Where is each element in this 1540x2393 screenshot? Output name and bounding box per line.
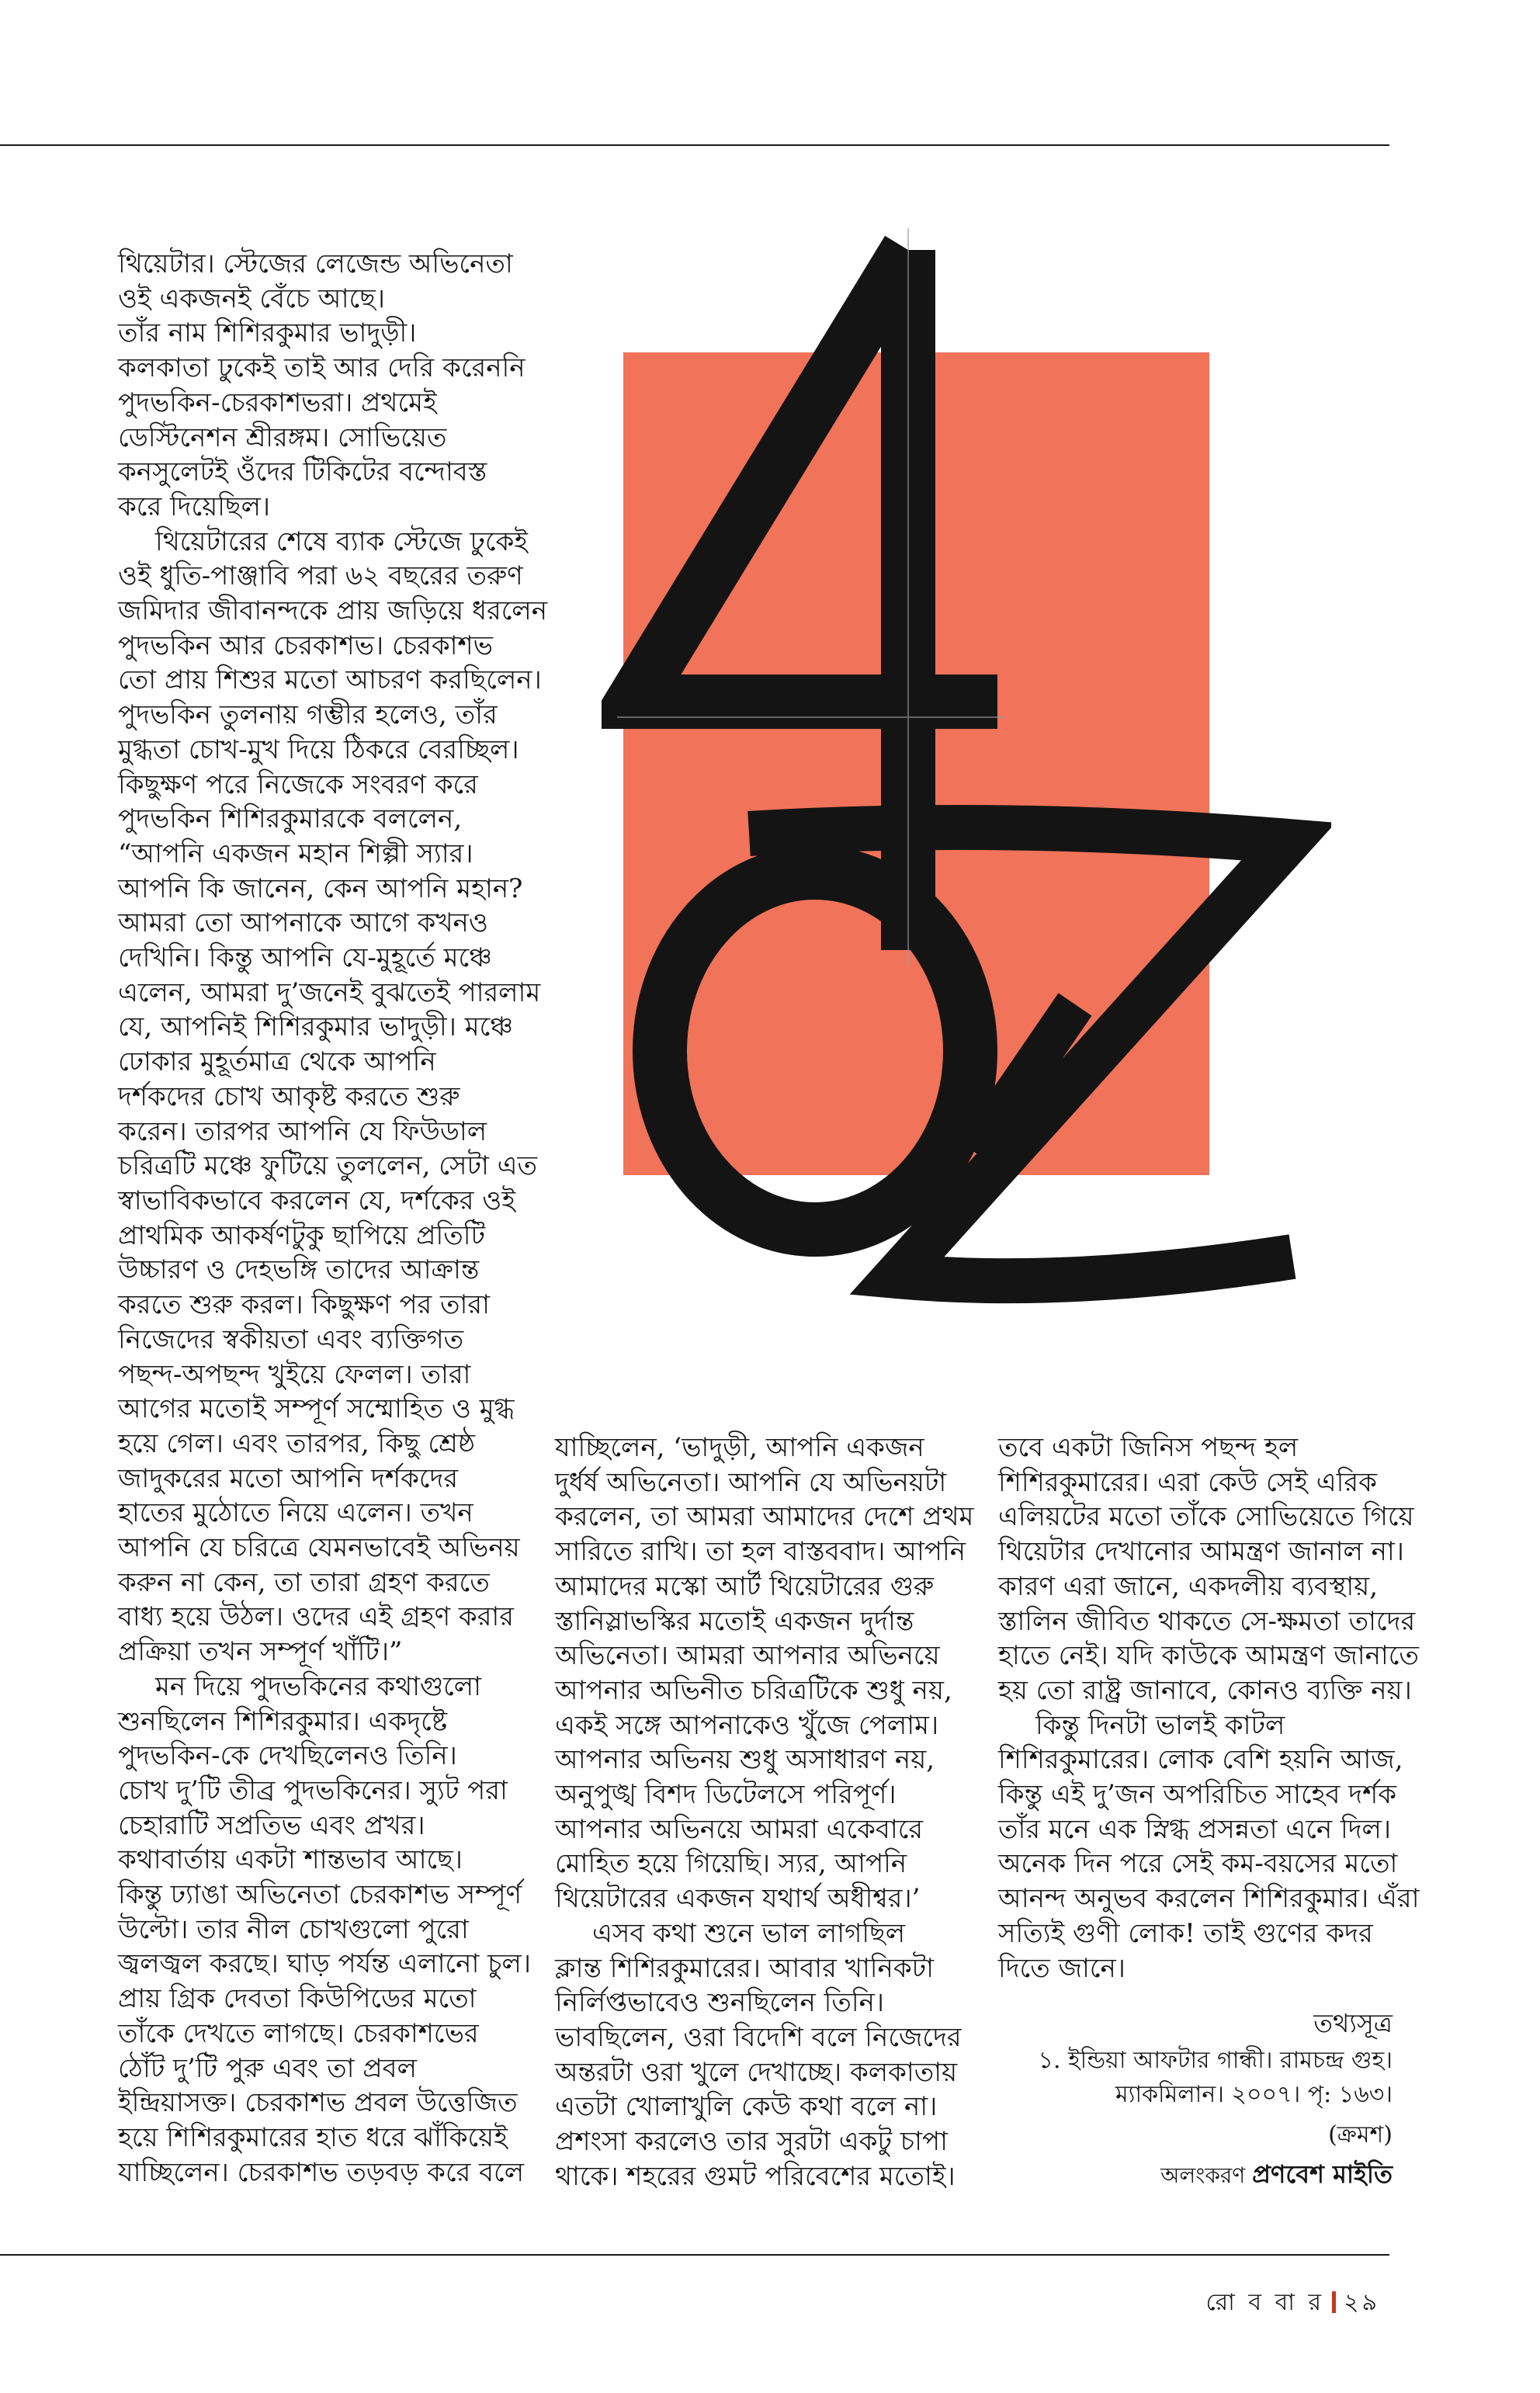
article-line: করে দিয়েছিল।: [118, 491, 271, 522]
article-line: দিতে জানে।: [998, 1952, 1126, 1984]
article-line: থিয়েটারের একজন যথার্থ অধীশ্বর।’: [555, 1883, 921, 1915]
article-line: থাকে। শহরের গুমট পরিবেশের মতোই।: [555, 2160, 956, 2192]
article-line: উচ্চারণ ও দেহভঙ্গি তাদের আক্রান্ত: [118, 1254, 480, 1286]
footer-separator-bar: [1332, 2291, 1336, 2313]
article-line: কিন্তু দিনটা ভালই কাটল: [1035, 1709, 1285, 1741]
article-line: তাঁকে দেখতে লাগছে। চেরকাশভের: [118, 2017, 479, 2049]
article-line: আপনার অভিনীত চরিত্রটিকে শুধু নয়,: [555, 1674, 952, 1706]
article-line: অনেক দিন পরে সেই কম-বয়সের মতো: [998, 1848, 1398, 1880]
article-line: আপনি কি জানেন, কেন আপনি মহান?: [118, 872, 523, 904]
article-line: ঢোকার মুহূর্তমাত্র থেকে আপনি: [118, 1046, 436, 1078]
article-line: হয় তো রাষ্ট্র জানাবে, কোনও ব্যক্তি নয়।: [998, 1674, 1412, 1706]
article-line: তো প্রায় শিশুর মতো আচরণ করছিলেন।: [118, 664, 542, 696]
article-line: আপনার অভিনয় শুধু অসাধারণ নয়,: [555, 1744, 935, 1776]
article-line: সত্যিই গুণী লোক! তাই গুণের কদর: [998, 1917, 1373, 1949]
article-line: থিয়েটারের শেষে ব্যাক স্টেজে ঢুকেই: [155, 525, 528, 557]
article-line: ক্লান্ত শিশিরকুমারের। আবার খানিকটা: [555, 1952, 934, 1984]
sources-title: তথ্যসূত্র: [1313, 2008, 1393, 2038]
article-line: পুদভকিন-চেরকাশভরা। প্রথমেই: [118, 387, 437, 418]
article-line: দর্শকদের চোখ আকৃষ্ট করতে শুরু: [118, 1080, 460, 1112]
article-line: আনন্দ অনুভব করলেন শিশিরকুমার। এঁরা: [998, 1883, 1420, 1915]
article-line: মোহিত হয়ে গিয়েছি। স্যর, আপনি: [555, 1848, 907, 1880]
article-line: বাধ্য হয়ে উঠল। ওদের এই গ্রহণ করার: [118, 1601, 514, 1633]
sources-block: [998, 2006, 1393, 2193]
article-line: পছন্দ-অপছন্দ খুইয়ে ফেলল। তারা: [118, 1358, 471, 1390]
article-line: শিশিরকুমারের। লোক বেশি হয়নি আজ,: [998, 1744, 1403, 1776]
article-line: এসব কথা শুনে ভাল লাগছিল: [592, 1917, 906, 1949]
article-line: আমরা তো আপনাকে আগে কখনও: [118, 907, 488, 939]
article-line: আপনি যে চরিত্রে যেমনভাবেই অভিনয়: [118, 1532, 520, 1564]
article-line: সারিতে রাখি। তা হল বাস্তববাদ। আপনি: [555, 1536, 966, 1568]
page-number: ২৯: [1344, 2289, 1380, 2316]
article-line: পুদভকিন তুলনায় গম্ভীর হলেও, তাঁর: [118, 699, 498, 731]
article-line: জ্বলজ্বল করছে। ঘাড় পর্যন্ত এলানো চুল।: [118, 1948, 531, 1980]
illustration-credit: [998, 2157, 1393, 2193]
article-line: প্রশংসা করলেও তার সুরটা একটু চাপা: [555, 2126, 948, 2158]
article-line: হাতের মুঠোতে নিয়ে এলেন। তখন: [118, 1497, 473, 1529]
article-line: প্রক্রিয়া তখন সম্পূর্ণ খাঁটি।”: [118, 1636, 403, 1668]
magazine-name: রো ব বা র: [1205, 2289, 1325, 2316]
article-line: ভাবছিলেন, ওরা বিদেশি বলে নিজেদের: [555, 2021, 962, 2053]
article-line: কথাবার্তায় একটা শান্তভাব আছে।: [118, 1844, 463, 1876]
article-line: তাঁর মনে এক স্নিগ্ধ প্রসন্নতা এনে দিল।: [998, 1813, 1392, 1845]
article-line: চোখ দু’টি তীব্র পুদভকিনের। স্যুট পরা: [118, 1774, 508, 1806]
article-line: অন্তরটা ওরা খুলে দেখাচ্ছে। কলকাতায়: [555, 2056, 958, 2088]
article-line: তাঁর নাম শিশিরকুমার ভাদুড়ী।: [118, 317, 417, 349]
article-line: হয়ে শিশিরকুমারের হাত ধরে ঝাঁকিয়েই: [118, 2121, 508, 2153]
article-line: শুনছিলেন শিশিরকুমার। একদৃষ্টে: [118, 1705, 448, 1737]
article-line: স্তালিন জীবিত থাকতে সে-ক্ষমতা তাদের: [998, 1605, 1416, 1637]
article-line: ওই ধুতি-পাঞ্জাবি পরা ৬২ বছরের তরুণ: [118, 560, 523, 592]
article-line: কনসুলেটই ওঁদের টিকিটের বন্দোবস্ত: [118, 456, 487, 488]
credit-label: অলংকরণ: [1160, 2162, 1246, 2188]
article-line: থিয়েটার। স্টেজের লেজেন্ড অভিনেতা: [118, 248, 513, 279]
article-line: ঠোঁট দু’টি পুরু এবং তা প্রবল: [118, 2052, 417, 2084]
article-line: অনুপুঙ্খ বিশদ ডিটেলসে পরিপূর্ণ।: [555, 1779, 897, 1811]
article-line: “আপনি একজন মহান শিল্পী স্যার।: [118, 838, 473, 869]
source-line-1: ১. ইন্ডিয়া আফটার গান্ধী। রামচন্দ্র গুহ।: [1038, 2047, 1393, 2074]
article-line: কারণ এরা জানে, একদলীয় ব্যবস্থায়,: [998, 1570, 1379, 1602]
article-line: কিছুক্ষণ পরে নিজেকে সংবরণ করে: [118, 768, 478, 800]
article-column-3: [998, 1431, 1420, 1985]
illustration-cutout-47: [602, 220, 1331, 1338]
article-line: নিজেদের স্বকীয়তা এবং ব্যক্তিগত: [118, 1323, 464, 1355]
credit-name: প্রণবেশ মাইতি: [1252, 2159, 1393, 2189]
article-line: শিশিরকুমারের। এরা কেউ সেই এরিক: [998, 1466, 1377, 1498]
article-line: কলকাতা ঢুকেই তাই আর দেরি করেননি: [118, 352, 525, 384]
article-line: করতে শুরু করল। কিছুক্ষণ পর তারা: [118, 1289, 490, 1321]
article-line: মন দিয়ে পুদভকিনের কথাগুলো: [155, 1670, 481, 1702]
article-line: যে, আপনিই শিশিরকুমার ভাদুড়ী। মঞ্চে: [118, 1011, 513, 1043]
article-line: নির্লিপ্তভাবেও শুনছিলেন তিনি।: [555, 1987, 885, 2019]
article-line: তবে একটা জিনিস পছন্দ হল: [998, 1432, 1299, 1463]
article-line: আগের মতোই সম্পূর্ণ সম্মোহিত ও মুগ্ধ: [118, 1393, 515, 1425]
article-line: চেহারাটি সপ্রতিভ এবং প্রখর।: [118, 1809, 425, 1841]
continued-label: (ক্রমশ): [1328, 2121, 1393, 2148]
article-line: মুগ্ধতা চোখ-মুখ দিয়ে ঠিকরে বেরচ্ছিল।: [118, 734, 519, 765]
article-line: একই সঙ্গে আপনাকেও খুঁজে পেলাম।: [555, 1709, 939, 1741]
article-line: কিন্তু এই দু’জন অপরিচিত সাহেব দর্শক: [998, 1779, 1396, 1811]
article-line: প্রায় গ্রিক দেবতা কিউপিডের মতো: [118, 1983, 477, 2015]
top-rule: [0, 144, 1389, 146]
article-column-1: [118, 247, 548, 2190]
article-line: আপনার অভিনয়ে আমরা একেবারে: [555, 1813, 924, 1845]
article-line: পুদভকিন-কে দেখছিলেনও তিনি।: [118, 1740, 457, 1772]
article-line: এলেন, আমরা দু’জনেই বুঝতেই পারলাম: [118, 976, 541, 1008]
bottom-rule: [0, 2254, 1389, 2256]
article-line: থিয়েটার দেখানোর আমন্ত্রণ জানাল না।: [998, 1536, 1404, 1568]
article-line: জমিদার জীবানন্দকে প্রায় জড়িয়ে ধরলেন: [118, 595, 548, 627]
article-line: পুদভকিন আর চেরকাশভ। চেরকাশভ: [118, 629, 493, 661]
article-line: যাচ্ছিলেন, ‘ভাদুড়ী, আপনি একজন: [555, 1432, 924, 1463]
article-line: করেন। তারপর আপনি যে ফিউডাল: [118, 1115, 487, 1147]
article-line: যাচ্ছিলেন। চেরকাশভ তড়বড় করে বলে: [118, 2156, 525, 2188]
article-line: চরিত্রটি মঞ্চে ফুটিয়ে তুললেন, সেটা এত: [118, 1150, 538, 1182]
source-line-2: ম্যাকমিলান। ২০০৭। পৃ: ১৬৩।: [1115, 2081, 1393, 2108]
article-line: দেখিনি। কিন্তু আপনি যে-মুহূর্তে মঞ্চে: [118, 942, 492, 974]
article-line: কিন্তু ঢ্যাঙা অভিনেতা চেরকাশভ সম্পূর্ণ: [118, 1879, 522, 1911]
article-line: আমাদের মস্কো আর্ট থিয়েটারের গুরু: [555, 1570, 935, 1602]
article-line: এতটা খোলাখুলি কেউ কথা বলে না।: [555, 2091, 938, 2123]
article-line: দুর্ধর্ষ অভিনেতা। আপনি যে অভিনয়টা: [555, 1466, 947, 1498]
article-line: উল্টো। তার নীল চোখগুলো পুরো: [118, 1913, 469, 1945]
article-line: হয়ে গেল। এবং তারপর, কিছু শ্রেষ্ঠ: [118, 1427, 476, 1459]
article-line: এলিয়টের মতো তাঁকে সোভিয়েতে গিয়ে: [998, 1501, 1414, 1533]
article-line: স্তানিস্লাভস্কির মতোই একজন দুর্দান্ত: [555, 1605, 914, 1637]
article-line: করলেন, তা আমরা আমাদের দেশে প্রথম: [555, 1501, 974, 1533]
article-line: হাতে নেই। যদি কাউকে আমন্ত্রণ জানাতে: [998, 1640, 1419, 1672]
article-column-2: [555, 1431, 974, 2194]
article-line: স্বাভাবিকভাবে করলেন যে, দর্শকের ওই: [118, 1184, 515, 1216]
page-footer: [1205, 2284, 1380, 2323]
article-line: ইন্দ্রিয়াসক্ত। চেরকাশভ প্রবল উত্তেজিত: [118, 2087, 518, 2119]
article-line: অভিনেতা। আমরা আপনার অভিনয়ে: [555, 1640, 940, 1672]
article-line: জাদুকরের মতো আপনি দর্শকদের: [118, 1462, 459, 1494]
article-line: পুদভকিন শিশিরকুমারকে বললেন,: [118, 803, 463, 835]
article-line: ওই একজনই বেঁচে আছে।: [118, 283, 385, 314]
article-line: করুন না কেন, তা তারা গ্রহণ করতে: [118, 1566, 490, 1598]
article-line: ডেস্টিনেশন শ্রীরঙ্গম। সোভিয়েত: [118, 421, 447, 453]
article-line: প্রাথমিক আকর্ষণটুকু ছাপিয়ে প্রতিটি: [118, 1219, 485, 1251]
